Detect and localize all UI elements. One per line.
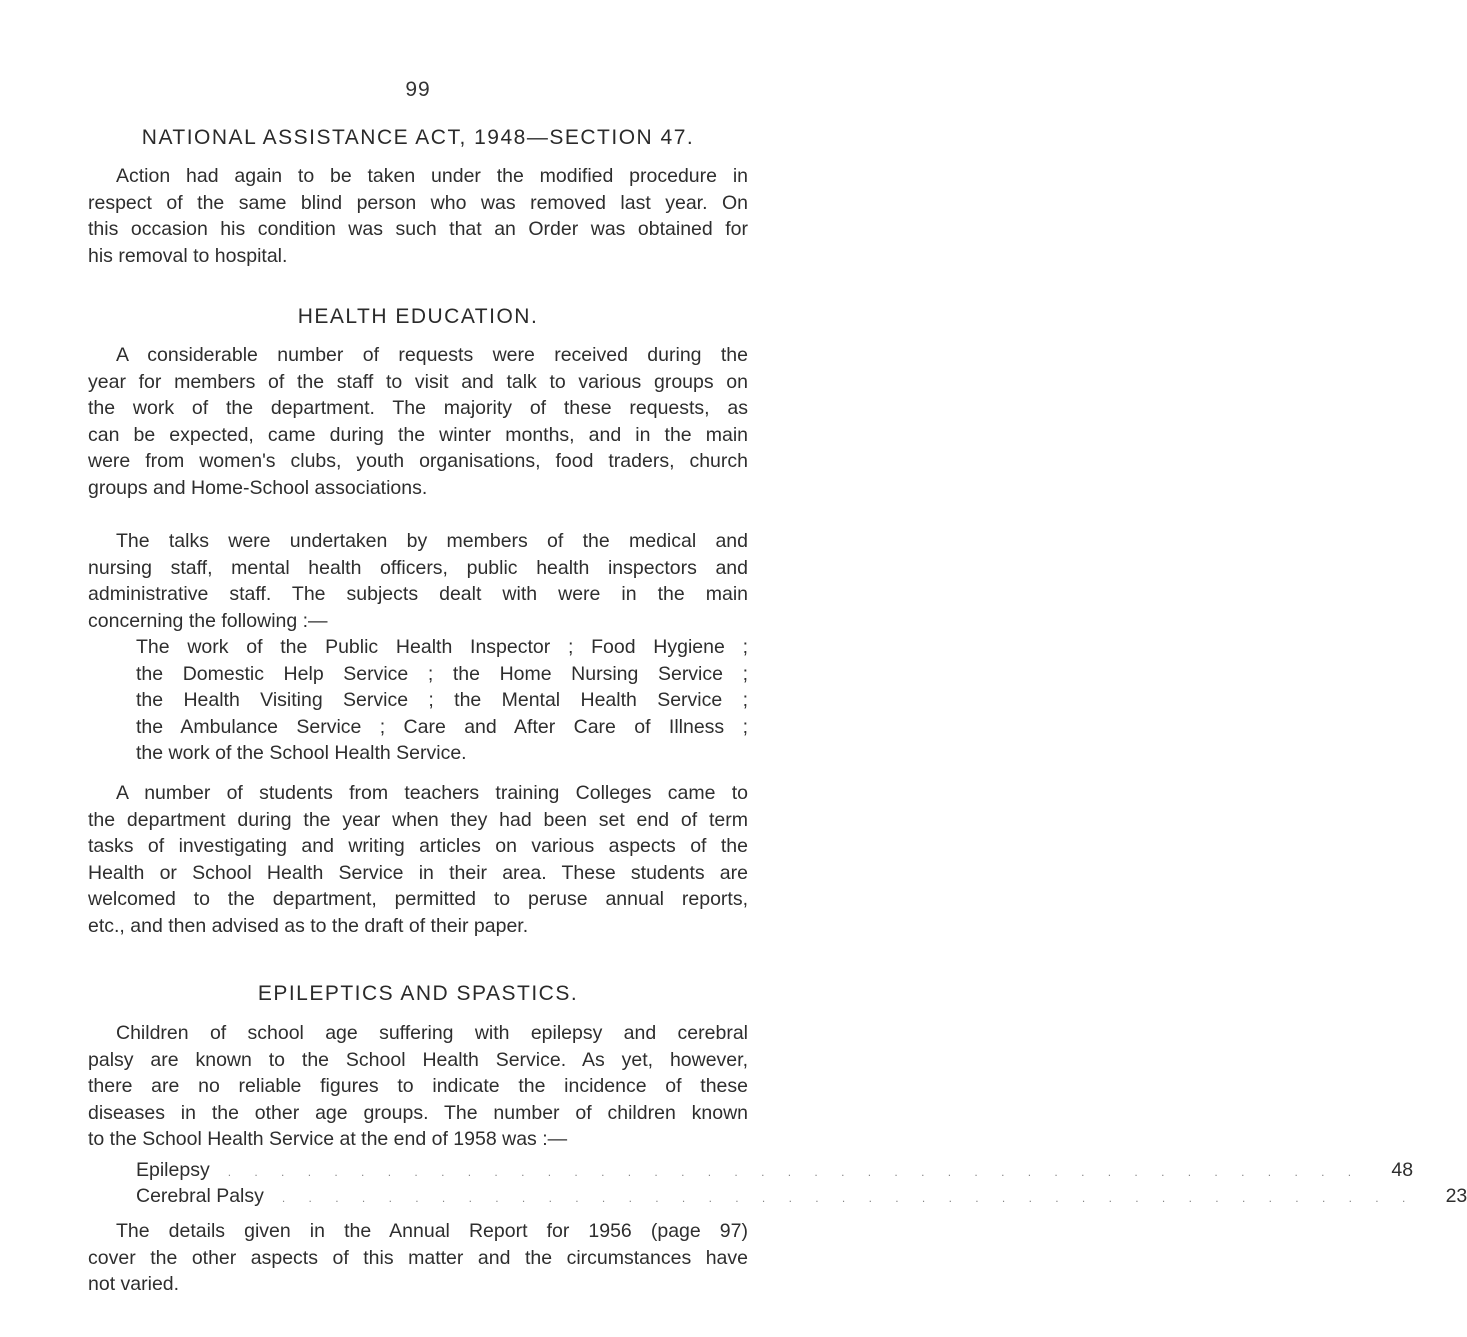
row-label: Epilepsy: [136, 1159, 210, 1181]
table-row: [136, 1159, 1414, 1182]
text-line: The talks were undertaken by members of the medical and: [116, 530, 748, 552]
text-line: there are no reliable figures to indicate the incidence of these: [88, 1075, 748, 1097]
text-line: his removal to hospital.: [88, 244, 288, 267]
row-label: Cerebral Palsy: [136, 1185, 264, 1207]
text-line: A number of students from teachers training Colleges came to: [116, 782, 748, 804]
leader-dots: . . . . . . . . . . . . . . . . . . . . . . . . . . . . . . . . . . . . . . . . . . .: [281, 1191, 1416, 1205]
text-line: to the School Health Service at the end of 1958 was :—: [88, 1128, 568, 1150]
text-line: The details given in the Annual Report for 1956 (page 97): [116, 1220, 748, 1242]
text-line: A considerable number of requests were received during the: [116, 344, 748, 366]
table-row: [136, 1185, 1467, 1208]
section-heading-health-education: HEALTH EDUCATION.: [297, 305, 539, 328]
text-line: not varied.: [88, 1273, 180, 1295]
text-line: welcomed to the department, permitted to peruse annual reports,: [88, 888, 748, 910]
list-line: The work of the Public Health Inspector ; Food Hygiene ;: [136, 636, 748, 658]
paragraph-requests: [88, 342, 748, 501]
text-line: were from women's clubs, youth organisations, food traders, church: [88, 450, 748, 472]
text-line: groups and Home-School associations.: [88, 476, 428, 499]
text-line: cover the other aspects of this matter and the circumstances have: [88, 1246, 748, 1269]
page-number: 99: [405, 78, 431, 101]
text-line: tasks of investigating and writing articles on various aspects of the: [88, 835, 748, 857]
list-line: the work of the School Health Service.: [136, 742, 467, 764]
text-line: etc., and then advised as to the draft of their paper.: [88, 914, 529, 937]
section-heading-epileptics-spastics: EPILEPTICS AND SPASTICS.: [257, 982, 579, 1005]
text-line: palsy are known to the School Health Service. As yet, however,: [88, 1048, 748, 1071]
text-line: Action had again to be taken under the modified procedure in: [116, 165, 748, 187]
text-line: diseases in the other age groups. The number of children known: [88, 1101, 748, 1124]
row-value: 23: [1445, 1185, 1467, 1207]
list-line: the Domestic Help Service ; the Home Nursing Service ;: [136, 662, 748, 685]
text-line: the work of the department. The majority of these requests, as: [88, 397, 748, 419]
text-line: respect of the same blind person who was removed last year. On: [88, 191, 748, 214]
subjects-list: [136, 634, 748, 767]
text-line: this occasion his condition was such that an Order was obtained for: [88, 218, 748, 240]
paragraph-children: [88, 1020, 748, 1153]
paragraph-talks: [88, 528, 748, 634]
paragraph-details: [88, 1218, 748, 1298]
text-line: nursing staff, mental health officers, public health inspectors and: [88, 556, 748, 579]
text-line: year for members of the staff to visit and talk to various groups on: [88, 370, 748, 393]
list-line: the Ambulance Service ; Care and After Care of Illness ;: [136, 715, 748, 738]
row-value: 48: [1391, 1159, 1414, 1181]
paragraph-students: [88, 780, 748, 939]
text-line: Health or School Health Service in their area. These students are: [88, 861, 748, 884]
text-line: concerning the following :—: [88, 609, 328, 632]
section-heading-national-assistance: NATIONAL ASSISTANCE ACT, 1948—SECTION 47.: [141, 126, 695, 149]
text-line: the department during the year when they had been set end of term: [88, 808, 748, 831]
paragraph-removal: [88, 163, 748, 269]
list-line: the Health Visiting Service ; the Mental Health Service ;: [136, 689, 748, 711]
text-line: can be expected, came during the winter months, and in the main: [88, 423, 748, 446]
leader-dots: . . . . . . . . . . . . . . . . . . . . . . . . . . . . . . . . . . . . . . . . . . .: [227, 1165, 1362, 1179]
text-line: Children of school age suffering with epilepsy and cerebral: [116, 1022, 748, 1044]
text-line: administrative staff. The subjects dealt with were in the main: [88, 583, 748, 605]
